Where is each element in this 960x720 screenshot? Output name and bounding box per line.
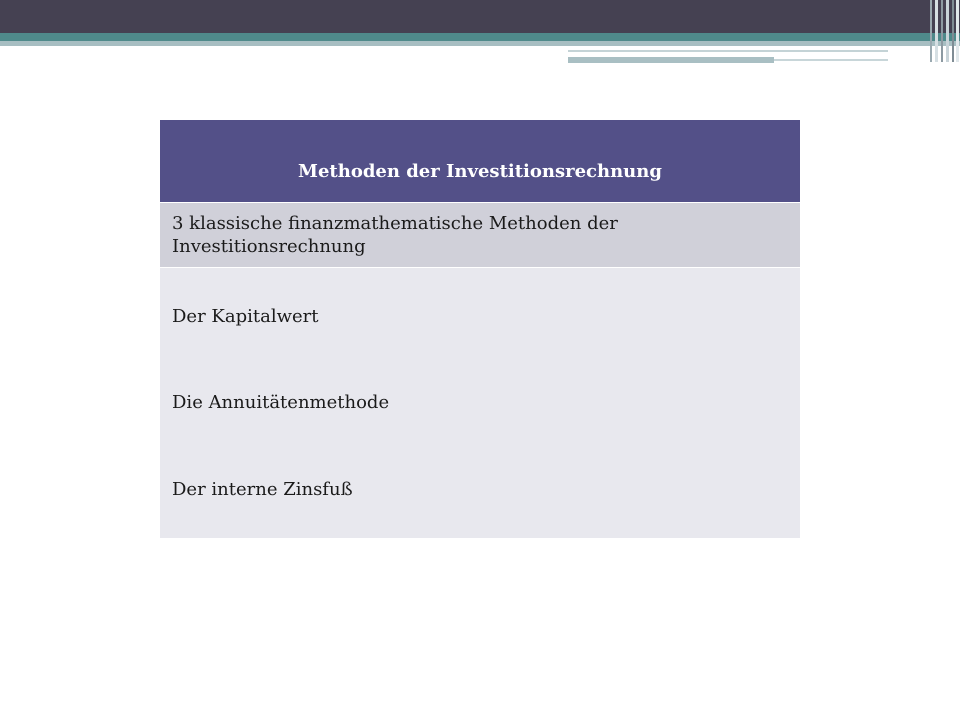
list-item: Der Kapitalwert <box>172 306 319 327</box>
header-band-dark <box>0 0 960 33</box>
table-header-text: Methoden der Investitionsrechnung <box>298 161 662 182</box>
header-accent-line <box>774 59 888 61</box>
methods-table <box>160 120 800 538</box>
header-band-light-right <box>568 41 960 46</box>
table-header <box>160 120 800 202</box>
corner-stripe <box>935 0 938 62</box>
list-item: Der interne Zinsfuß <box>172 479 353 500</box>
header-accent-line <box>568 50 888 52</box>
corner-stripe <box>930 0 932 62</box>
table-subheader-text: 3 klassische finanzmathematische Methoden der Investitionsrechnung <box>172 213 618 257</box>
table-subheader <box>160 202 800 268</box>
corner-stripe <box>946 0 949 62</box>
header-band-teal <box>0 33 960 41</box>
list-item: Die Annuitätenmethode <box>172 392 390 413</box>
corner-stripe <box>956 0 959 62</box>
corner-stripe <box>941 0 943 62</box>
header-accent-line <box>568 57 774 63</box>
corner-stripe <box>952 0 954 62</box>
header-band-light-left <box>0 41 568 46</box>
table-body <box>160 268 800 538</box>
